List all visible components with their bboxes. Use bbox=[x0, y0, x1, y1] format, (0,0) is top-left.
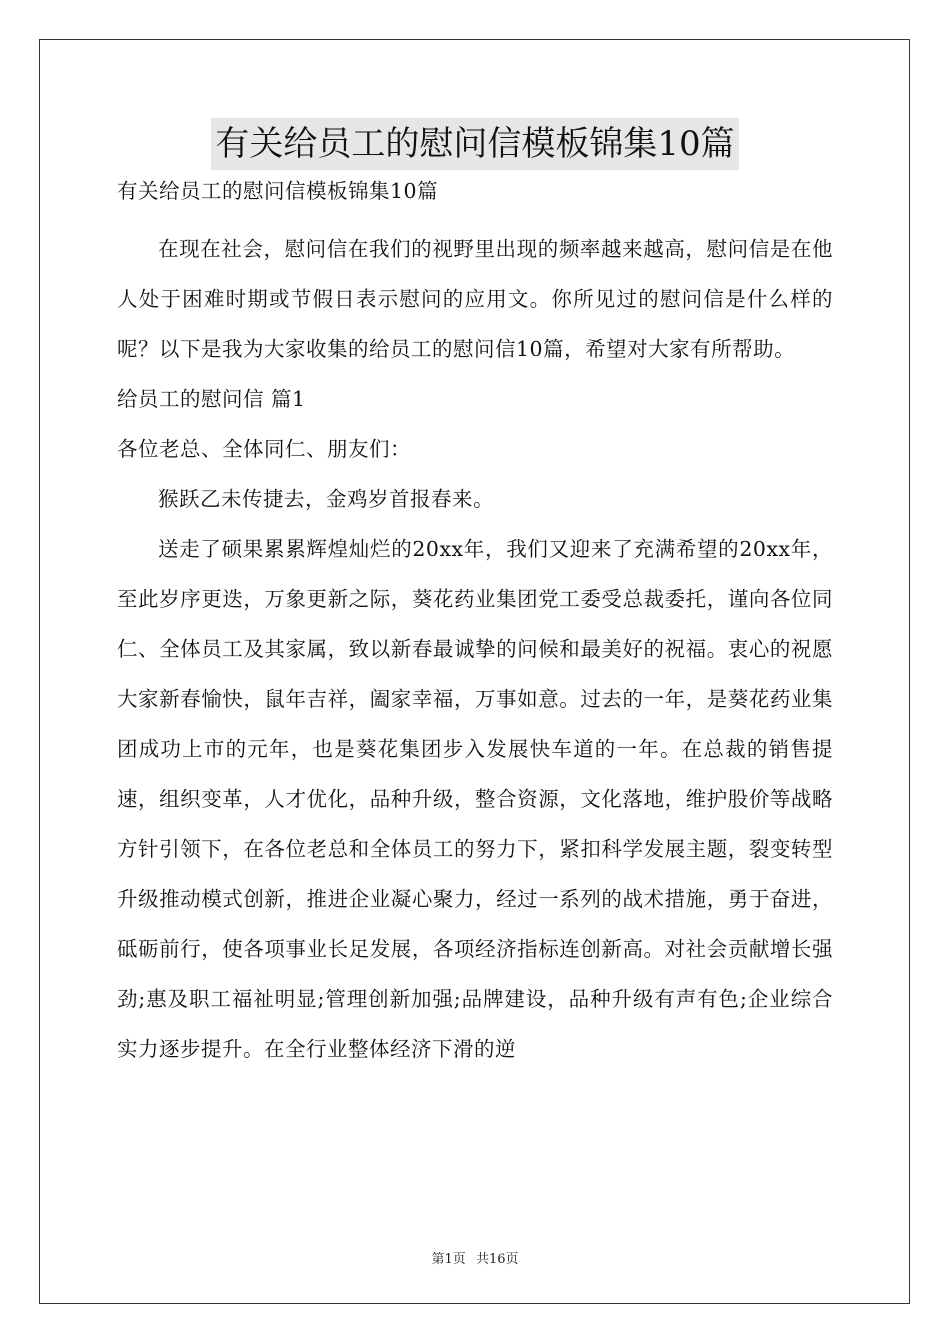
page-number: 第1页 bbox=[431, 1252, 466, 1267]
page-footer bbox=[0, 1248, 950, 1267]
section-heading: 给员工的慰问信 篇1 bbox=[117, 387, 306, 411]
salutation: 各位老总、全体同仁、朋友们： bbox=[117, 437, 411, 461]
intro-paragraph: 在现在社会，慰问信在我们的视野里出现的频率越来越高，慰问信是在他人处于困难时期或节假日表示慰问的应用文。你所见过的慰问信是什么样的呢？以下是我为大家收集的给员工的慰问信10篇，希望对大家有所帮助。 bbox=[117, 237, 833, 361]
title-block bbox=[117, 118, 833, 176]
body-paragraph: 送走了硕果累累辉煌灿烂的20xx年，我们又迎来了充满希望的20xx年，至此岁序更迭，万象更新之际，葵花药业集团党工委受总裁委托，谨向各位同仁、全体员工及其家属，致以新春最诚挚的问候和最美好的祝福。衷心的祝愿大家新春愉快，鼠年吉祥，阖家幸福，万事如意。过去的一年，是葵花药业集团成功上市的元年，也是葵花集团步入发展快车道的一年。在总裁的销售提速，组织变革，人才优化，品种升级，整合资源，文化落地，维护股价等战略方针引领下，在各位老总和全体员工的努力下，紧扣科学发展主题，裂变转型升级推动模式创新，推进企业凝心聚力，经过一系列的战术措施，勇于奋进，砥砺前行，使各项事业长足发展，各项经济指标连创新高。对社会贡献增长强劲;惠及职工福祉明显;管理创新加强;品牌建设，品种升级有声有色;企业综合实力逐步提升。在全行业整体经济下滑的逆 bbox=[117, 537, 833, 1061]
document-title: 有关给员工的慰问信模板锦集10篇 bbox=[211, 118, 738, 170]
page-total: 共16页 bbox=[475, 1252, 519, 1267]
subtitle-line: 有关给员工的慰问信模板锦集10篇 bbox=[117, 179, 439, 203]
couplet-line: 猴跃乙未传捷去，金鸡岁首报春来。 bbox=[158, 487, 494, 511]
document-body bbox=[117, 118, 833, 1074]
